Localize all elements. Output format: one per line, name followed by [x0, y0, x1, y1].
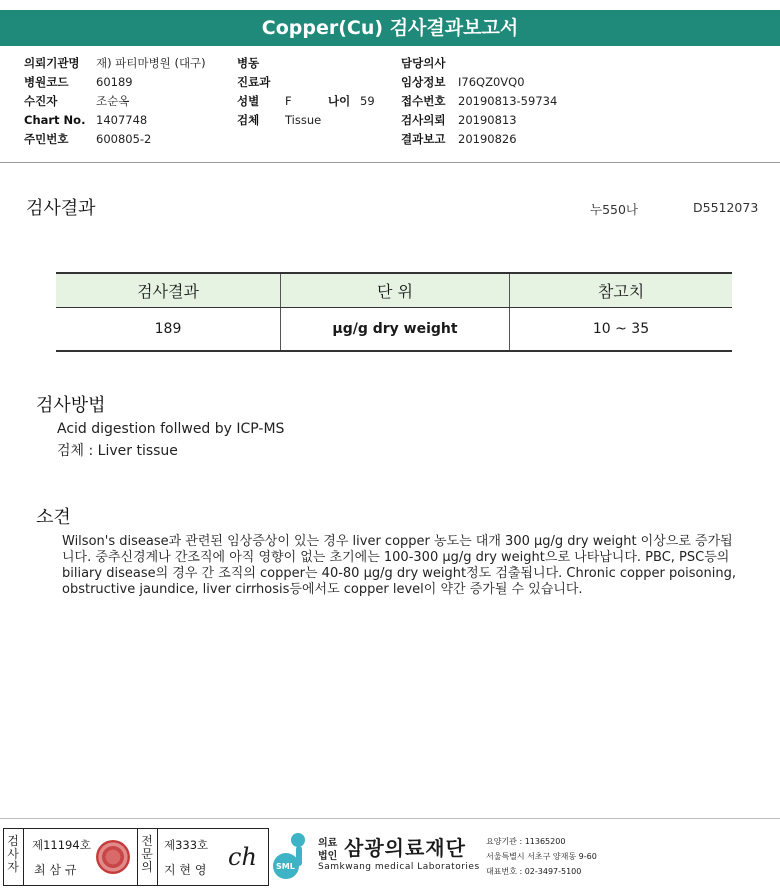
- receipt-label: 접수번호: [401, 94, 446, 108]
- contact-line-3: 대표번호 : 02-3497-5100: [486, 867, 582, 876]
- header-unit: 단 위: [281, 273, 510, 308]
- footer-divider: [0, 818, 780, 819]
- hospital-code-label: 병원코드: [24, 75, 69, 89]
- chart-label: Chart No.: [24, 113, 86, 127]
- header-reference: 참고치: [510, 273, 733, 308]
- resident-value: 600805-2: [96, 132, 152, 146]
- method-line-2: 검체 : Liver tissue: [57, 443, 178, 459]
- doctor-label: 담당의사: [401, 56, 446, 70]
- age-label: 나이: [328, 94, 351, 108]
- ward-label: 병동: [237, 56, 260, 70]
- sex-value: F: [285, 94, 292, 108]
- header-result: 검사결과: [56, 273, 281, 308]
- sex-label: 성별: [237, 94, 260, 108]
- chart-value: 1407748: [96, 113, 148, 127]
- contact-line-1: 요양기관 : 11365200: [486, 837, 566, 846]
- department-label: 진료과: [237, 75, 271, 89]
- signature: ch: [228, 843, 257, 871]
- institution-label: 의뢰기관명: [24, 56, 80, 70]
- org-name-ko: 삼광의료재단: [344, 836, 466, 860]
- tester-name: 최 삼 규: [34, 863, 77, 877]
- tester-label-char: 자: [7, 860, 19, 874]
- specialist-label-char: 전: [141, 834, 153, 848]
- tester-label-char: 사: [7, 847, 19, 861]
- logo-badge-text: SML: [276, 862, 295, 871]
- specimen-value: Tissue: [285, 113, 322, 127]
- clinical-label: 임상정보: [401, 75, 446, 89]
- method-title: 검사방법: [36, 395, 106, 416]
- specialist-label: [140, 835, 154, 874]
- report-date-label: 결과보고: [401, 132, 446, 146]
- opinion-title: 소견: [36, 507, 71, 528]
- tester-label-char: 검: [7, 834, 19, 848]
- org-name-en: Samkwang medical Laboratories: [318, 862, 480, 872]
- resident-label: 주민번호: [24, 132, 69, 146]
- result-table: [56, 272, 732, 352]
- reference-value: 10 ~ 35: [510, 308, 733, 352]
- opinion-text: Wilson's disease과 관련된 임상증상이 있는 경우 liver copper 농도는 대개 300 µg/g dry weight 이상으로 증가됩니다. 중추신경계나 간조직에 아직 영향이 없는 초기에는 100-300 µg/g dry weight으로 나타납니다. PBC, PSC등의 biliary disease의 경우 간 조직의 copper는 40-80 µg/g dry weight정도 검출됩니다. Chronic copper poisoning, obstructive jaundice, liver cirrhosis등에서도 copper level이 약간 증가될 수 있습니다.: [62, 534, 736, 597]
- signature-box: [3, 828, 269, 886]
- org-prefix-bottom: 법인: [318, 851, 338, 862]
- patient-label: 수진자: [24, 94, 58, 108]
- results-code-2: D5512073: [693, 200, 759, 215]
- contact-line-2: 서울특별시 서초구 양재동 9-60: [486, 852, 597, 861]
- tester-label: [6, 835, 20, 874]
- specimen-label: 검체: [237, 113, 260, 127]
- box-separator: [137, 829, 138, 885]
- seal-stamp: [96, 840, 130, 874]
- info-block: [0, 54, 780, 154]
- organization-logo: [272, 830, 512, 886]
- org-prefix-top: 의료: [318, 838, 338, 849]
- report-date-value: 20190826: [458, 132, 517, 146]
- specialist-label-char: 의: [141, 860, 153, 874]
- clinical-value: I76QZ0VQ0: [458, 75, 525, 89]
- specialist-label-char: 문: [141, 847, 153, 861]
- institution-value: 재) 파티마병원 (대구): [96, 56, 206, 70]
- specialist-license: 제333호: [164, 838, 209, 852]
- sml-logo-icon: [272, 830, 316, 882]
- results-code-1: 누550나: [590, 202, 639, 217]
- age-value: 59: [360, 94, 375, 108]
- unit-value: µg/g dry weight: [281, 308, 510, 352]
- box-separator: [157, 829, 158, 885]
- hospital-code-value: 60189: [96, 75, 133, 89]
- patient-value: 조순옥: [96, 94, 130, 108]
- info-divider: [0, 162, 780, 163]
- box-separator: [23, 829, 24, 885]
- results-title: 검사결과: [26, 198, 96, 219]
- specialist-name: 지 현 영: [164, 863, 207, 877]
- table-row: [56, 308, 732, 352]
- result-value: 189: [56, 308, 281, 352]
- report-title: Copper(Cu) 검사결과보고서: [0, 10, 780, 46]
- receipt-value: 20190813-59734: [458, 94, 558, 108]
- request-value: 20190813: [458, 113, 517, 127]
- request-label: 검사의뢰: [401, 113, 446, 127]
- method-line-1: Acid digestion follwed by ICP-MS: [57, 421, 285, 437]
- tester-license: 제11194호: [32, 838, 91, 852]
